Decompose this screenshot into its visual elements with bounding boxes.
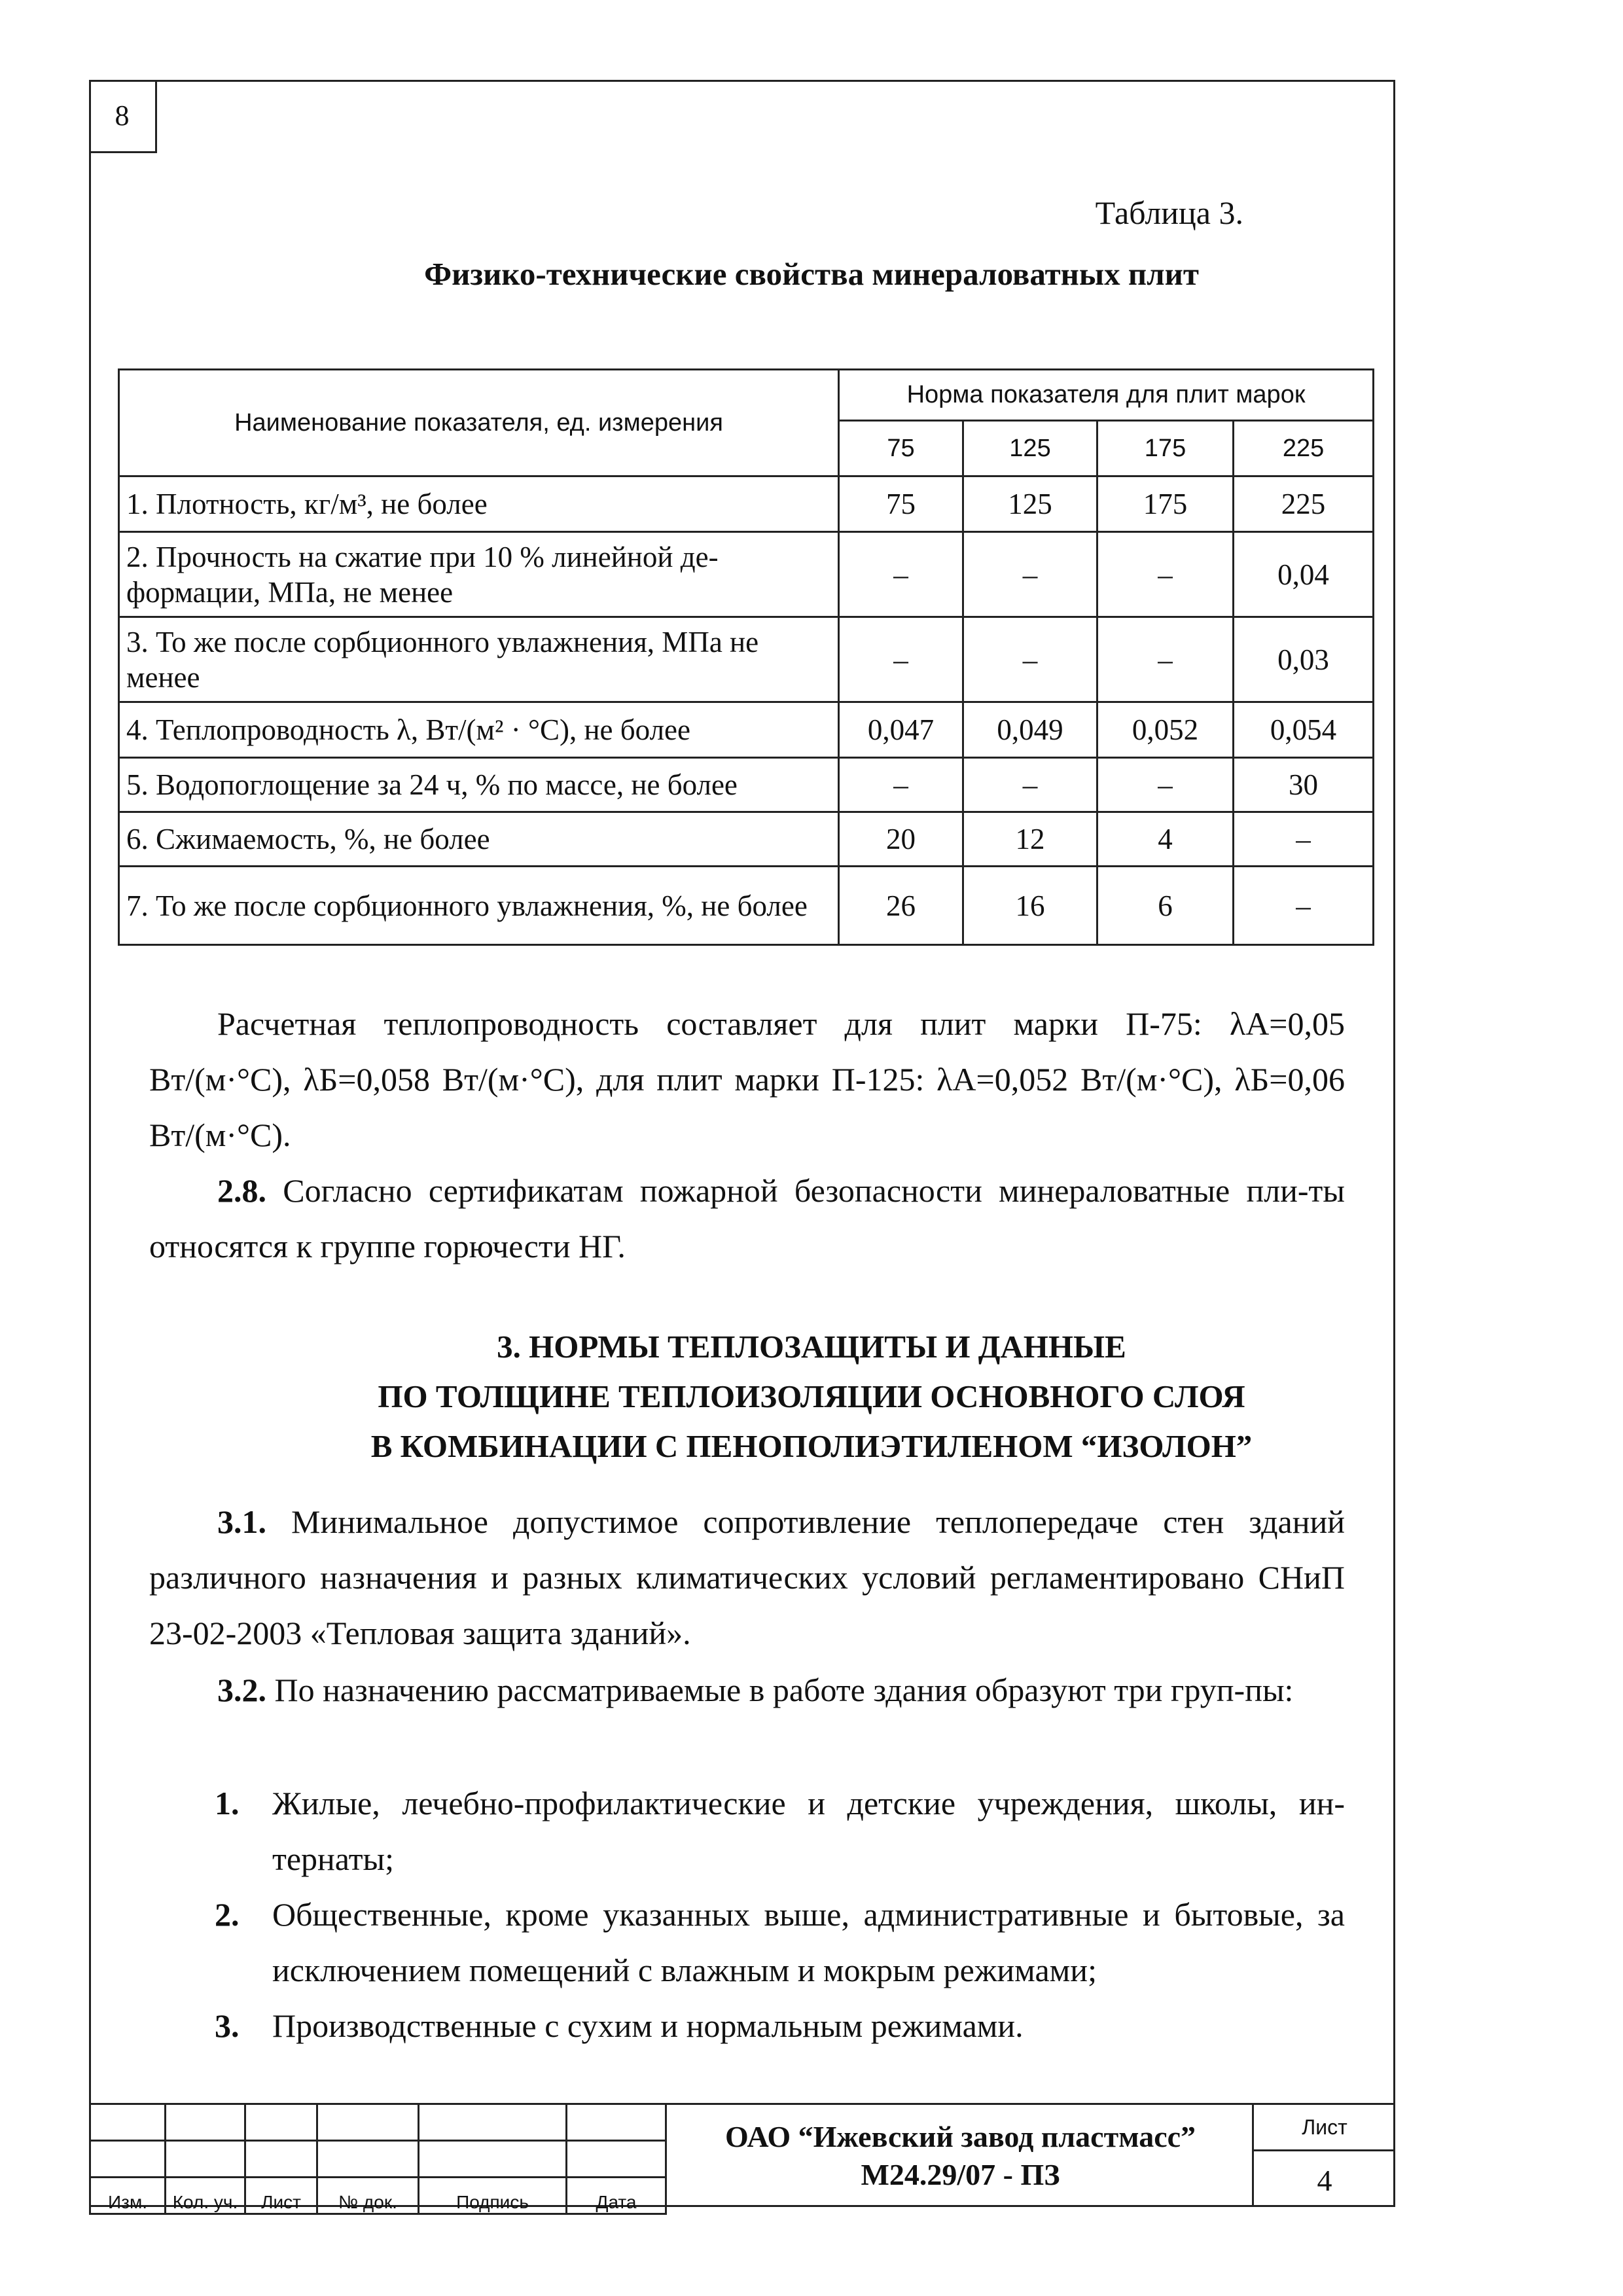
row-value: – — [1097, 758, 1234, 812]
list-item — [215, 1887, 1345, 1998]
paragraph-number: 3.2. — [217, 1672, 266, 1708]
heading-line: 3. НОРМЫ ТЕПЛОЗАЩИТЫ И ДАННЫЕ — [497, 1329, 1126, 1365]
table-label: Таблица 3. — [1095, 194, 1243, 231]
paragraph-number: 2.8. — [217, 1172, 266, 1209]
row-value: – — [963, 758, 1097, 812]
list-item — [215, 1998, 1345, 2054]
stamp-col-date: Дата — [567, 2178, 666, 2214]
sheet-label: Лист — [1254, 2105, 1395, 2151]
row-value: – — [963, 617, 1097, 702]
stamp-col-doc: № док. — [317, 2178, 419, 2214]
row-name: 4. Теплопроводность λ, Вт/(м² · °С), не более — [119, 702, 839, 758]
row-value: 6 — [1097, 867, 1234, 945]
table-row — [119, 758, 1374, 812]
paragraph-3-2 — [149, 1662, 1345, 1718]
row-name: 1. Плотность, кг/м³, не более — [119, 476, 839, 532]
heading-line: В КОМБИНАЦИИ С ПЕНОПОЛИЭТИЛЕНОМ “ИЗОЛОН” — [370, 1428, 1253, 1464]
row-value: 16 — [963, 867, 1097, 945]
row-name: 3. То же после сорбционного увлажнения, МПа не менее — [119, 617, 839, 702]
paragraph-number: 3.1. — [217, 1503, 266, 1540]
row-value: – — [1097, 532, 1234, 617]
row-value: 20 — [839, 812, 963, 867]
sheet-number: 4 — [1317, 2163, 1332, 2197]
row-value: 0,049 — [963, 702, 1097, 758]
list-item-text: Общественные, кроме указанных выше, административные и бытовые, за исключением помещений с влажным и мокрым режимами; — [272, 1896, 1345, 1988]
group-list — [215, 1776, 1345, 2054]
stamp-col-change: Изм. — [90, 2178, 166, 2214]
paragraph-3-1 — [149, 1494, 1345, 1661]
title-block-grid — [89, 2103, 667, 2215]
table-title: Физико-технические свойства минераловатных плит — [424, 256, 1199, 292]
row-name: 7. То же после сорбционного увлажнения, %, не более — [119, 867, 839, 945]
list-item-number: 1. — [215, 1785, 240, 1821]
calc-paragraph: Расчетная теплопроводность составляет для плит марки П-75: λА=0,05 Вт/(м·°С), λБ=0,058 Вт/(м·°С), для плит марки П-125: λА=0,052 Вт/(м·°С), λБ=0,06 Вт/(м·°С). — [149, 1005, 1345, 1153]
row-value: – — [839, 758, 963, 812]
row-value: 175 — [1097, 476, 1234, 532]
row-value: – — [1234, 867, 1374, 945]
row-value: 75 — [839, 476, 963, 532]
stamp-col-sheet: Лист — [245, 2178, 317, 2214]
stamp-col-signature: Подпись — [419, 2178, 567, 2214]
list-item-text: Жилые, лечебно-профилактические и детские учреждения, школы, ин-тернаты; — [272, 1785, 1345, 1877]
row-value: 225 — [1234, 476, 1374, 532]
paragraph-text: По назначению рассматриваемые в работе здания образуют три груп-пы: — [274, 1672, 1294, 1708]
heading-line: ПО ТОЛЩИНЕ ТЕПЛОИЗОЛЯЦИИ ОСНОВНОГО СЛОЯ — [378, 1378, 1245, 1414]
page-number: 8 — [89, 80, 157, 153]
grade-header: 175 — [1097, 421, 1234, 476]
properties-table — [118, 368, 1374, 946]
row-value: – — [839, 532, 963, 617]
title-block-org — [665, 2103, 1254, 2207]
row-value: 30 — [1234, 758, 1374, 812]
document-code: М24.29/07 - ПЗ — [861, 2158, 1060, 2191]
table-header-name: Наименование показателя, ед. измерения — [119, 370, 839, 476]
row-value: 26 — [839, 867, 963, 945]
paragraph-text: Минимальное допустимое сопротивление теплопередаче стен зданий различного назначения и разных климатических условий регламентировано СНиП 23-02-2003 «Тепловая защита зданий». — [149, 1503, 1346, 1651]
row-name: 6. Сжимаемость, %, не более — [119, 812, 839, 867]
row-value: – — [1234, 812, 1374, 867]
title-block-sheet — [1252, 2103, 1395, 2207]
section-heading — [0, 1322, 1623, 1471]
paragraph-2-8 — [149, 1163, 1345, 1274]
organization-name: ОАО “Ижевский завод пластмасс” — [724, 2120, 1196, 2153]
row-value: 4 — [1097, 812, 1234, 867]
row-value: 0,047 — [839, 702, 963, 758]
row-value: – — [839, 617, 963, 702]
row-name: 5. Водопоглощение за 24 ч, % по массе, не более — [119, 758, 839, 812]
paragraph-text: Согласно сертификатам пожарной безопасности минераловатные пли-ты относятся к группе горючести НГ. — [149, 1172, 1346, 1265]
grade-header: 75 — [839, 421, 963, 476]
list-item-text: Производственные с сухим и нормальным режимами. — [272, 2007, 1024, 2044]
row-value: 12 — [963, 812, 1097, 867]
grade-header: 225 — [1234, 421, 1374, 476]
table-row — [119, 702, 1374, 758]
row-value: 0,03 — [1234, 617, 1374, 702]
list-item-number: 2. — [215, 1896, 240, 1933]
row-value: 0,052 — [1097, 702, 1234, 758]
grade-header: 125 — [963, 421, 1097, 476]
table-row — [119, 617, 1374, 702]
table-row — [119, 867, 1374, 945]
row-value: 0,054 — [1234, 702, 1374, 758]
row-value: 0,04 — [1234, 532, 1374, 617]
table-row — [119, 812, 1374, 867]
list-item — [215, 1776, 1345, 1887]
list-item-number: 3. — [215, 2007, 240, 2044]
row-value: – — [963, 532, 1097, 617]
table-row — [119, 532, 1374, 617]
row-name: 2. Прочность на сжатие при 10 % линейной де-формации, МПа, не менее — [119, 532, 839, 617]
row-value: 125 — [963, 476, 1097, 532]
stamp-col-count: Кол. уч. — [166, 2178, 245, 2214]
row-value: – — [1097, 617, 1234, 702]
table-row — [119, 476, 1374, 532]
table-header-norm: Норма показателя для плит марок — [839, 370, 1374, 421]
